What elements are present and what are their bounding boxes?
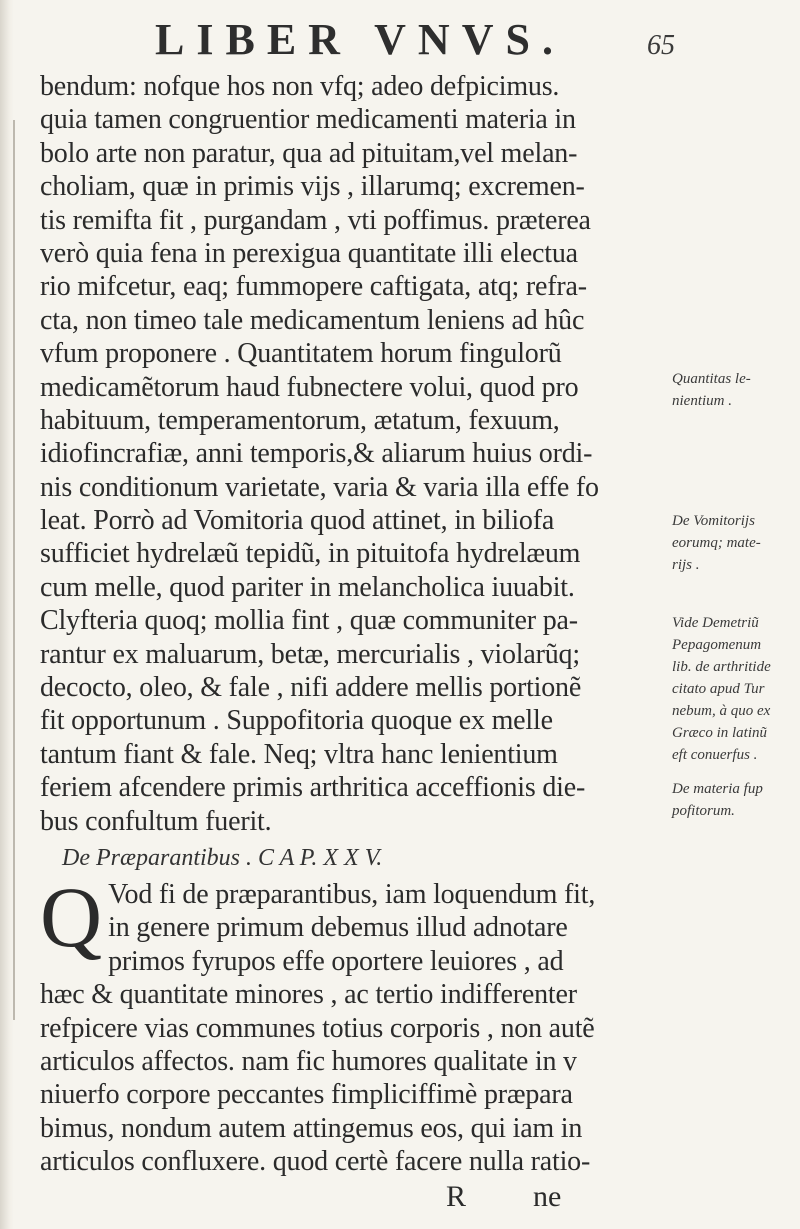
margin-note-line: pofitorum.	[672, 803, 735, 819]
text-line: Clyfteria quoq; mollia fint , quæ communiter pa-	[40, 605, 578, 637]
text-line: articulos confluxere. quod certè facere nulla ratio-	[40, 1146, 591, 1178]
running-title: LIBER VNVS.	[155, 15, 565, 64]
text-line: bus confultum fuerit.	[40, 805, 272, 837]
text-line: tantum fiant & fale. Neq; vltra hanc lenientium	[40, 738, 558, 770]
margin-note	[672, 612, 771, 766]
margin-note	[672, 510, 761, 576]
text-line: sufficiet hydrelæũ tepidũ, in pituitofa hydrelæum	[40, 538, 581, 570]
page-gutter	[0, 0, 14, 1229]
main-text	[40, 70, 652, 838]
margin-note	[672, 778, 763, 822]
text-line: fit opportunum . Suppofitoria quoque ex melle	[40, 705, 553, 737]
text-line: bolo arte non paratur, qua ad pituitam,vel melan-	[40, 137, 578, 169]
margin-note-line: citato apud Tur	[672, 681, 765, 697]
page-header	[155, 14, 675, 64]
text-line: cta, non timeo tale medicamentum leniens ad hûc	[40, 304, 585, 336]
catchword: ne	[533, 1180, 562, 1213]
text-line: nis conditionum varietate, varia & varia illa effe fo	[40, 471, 599, 503]
text-line: niuerfo corpore peccantes fimpliciffimè præpara	[40, 1079, 573, 1111]
catchwords	[446, 1180, 561, 1214]
signature-mark: R	[446, 1180, 467, 1213]
text-line: rantur ex maluarum, betæ, mercurialis , violarũq;	[40, 638, 580, 670]
margin-note-line: De materia fup	[672, 781, 763, 797]
text-line: tis remifta fit , purgandam , vti poffimus. præterea	[40, 204, 591, 236]
margin-note-line: Græco in latinũ	[672, 725, 768, 741]
margin-note-line: nientium .	[672, 393, 732, 409]
text-line: bendum: nofque hos non vfq; adeo defpicimus.	[40, 71, 560, 102]
margin-note-line: lib. de arthritide	[672, 659, 771, 675]
text-line: hæc & quantitate minores , ac tertio indifferenter	[40, 979, 577, 1011]
text-line: feriem afcendere primis arthritica acceffionis die-	[40, 772, 586, 804]
page-number: 65	[647, 30, 675, 61]
text-line: in genere primum debemus illud adnotare	[108, 912, 568, 944]
margin-note-line: rijs .	[672, 557, 700, 573]
text-line: Vod fi de præparantibus, iam loquendum fit,	[108, 879, 596, 910]
drop-capital: Q	[40, 869, 103, 965]
text-line: vfum proponere . Quantitatem horum fingulorũ	[40, 338, 562, 370]
text-line: quia tamen congruentior medicamenti materia in	[40, 104, 576, 136]
chapter-heading: De Præparantibus . C A P. X X V.	[62, 845, 383, 871]
text-line: leat. Porrò ad Vomitoria quod attinet, in biliofa	[40, 505, 555, 537]
text-line: decocto, oleo, & fale , nifi addere mellis portionẽ	[40, 672, 582, 704]
text-line: cum melle, quod pariter in melancholica iuuabit.	[40, 571, 575, 603]
text-line: articulos affectos. nam fic humores qualitate in v	[40, 1045, 577, 1077]
chapter-text	[40, 869, 652, 1179]
margin-note-line: eft conuerfus .	[672, 747, 758, 763]
margin-note-line: nebum, à quo ex	[672, 703, 771, 719]
margin-note-line: Pepagomenum	[672, 637, 762, 653]
text-line: choliam, quæ in primis vijs , illarumq; excremen-	[40, 171, 585, 203]
text-line: verò quia fena in perexigua quantitate illi electua	[40, 237, 578, 269]
text-line: idiofincrafiæ, anni temporis,& aliarum huius ordi-	[40, 438, 593, 470]
text-line: habituum, temperamentorum, ætatum, fexuum,	[40, 404, 560, 436]
margin-note-line: eorumq; mate-	[672, 535, 761, 551]
margin-note-line: De Vomitorijs	[672, 513, 755, 529]
margin-note-line: Vide Demetriũ	[672, 615, 759, 631]
gutter-line	[13, 120, 15, 1020]
text-line: bimus, nondum autem attingemus eos, qui iam in	[40, 1112, 583, 1144]
text-line: medicamẽtorum haud fubnectere volui, quod pro	[40, 371, 579, 403]
text-line: primos fyrupos effe oportere leuiores , ad	[108, 945, 564, 977]
margin-note-line: Quantitas le-	[672, 371, 751, 387]
text-line: refpicere vias communes totius corporis , non autẽ	[40, 1012, 595, 1044]
margin-note	[672, 368, 751, 412]
text-line: rio mifcetur, eaq; fummopere caftigata, atq; refra-	[40, 271, 587, 303]
